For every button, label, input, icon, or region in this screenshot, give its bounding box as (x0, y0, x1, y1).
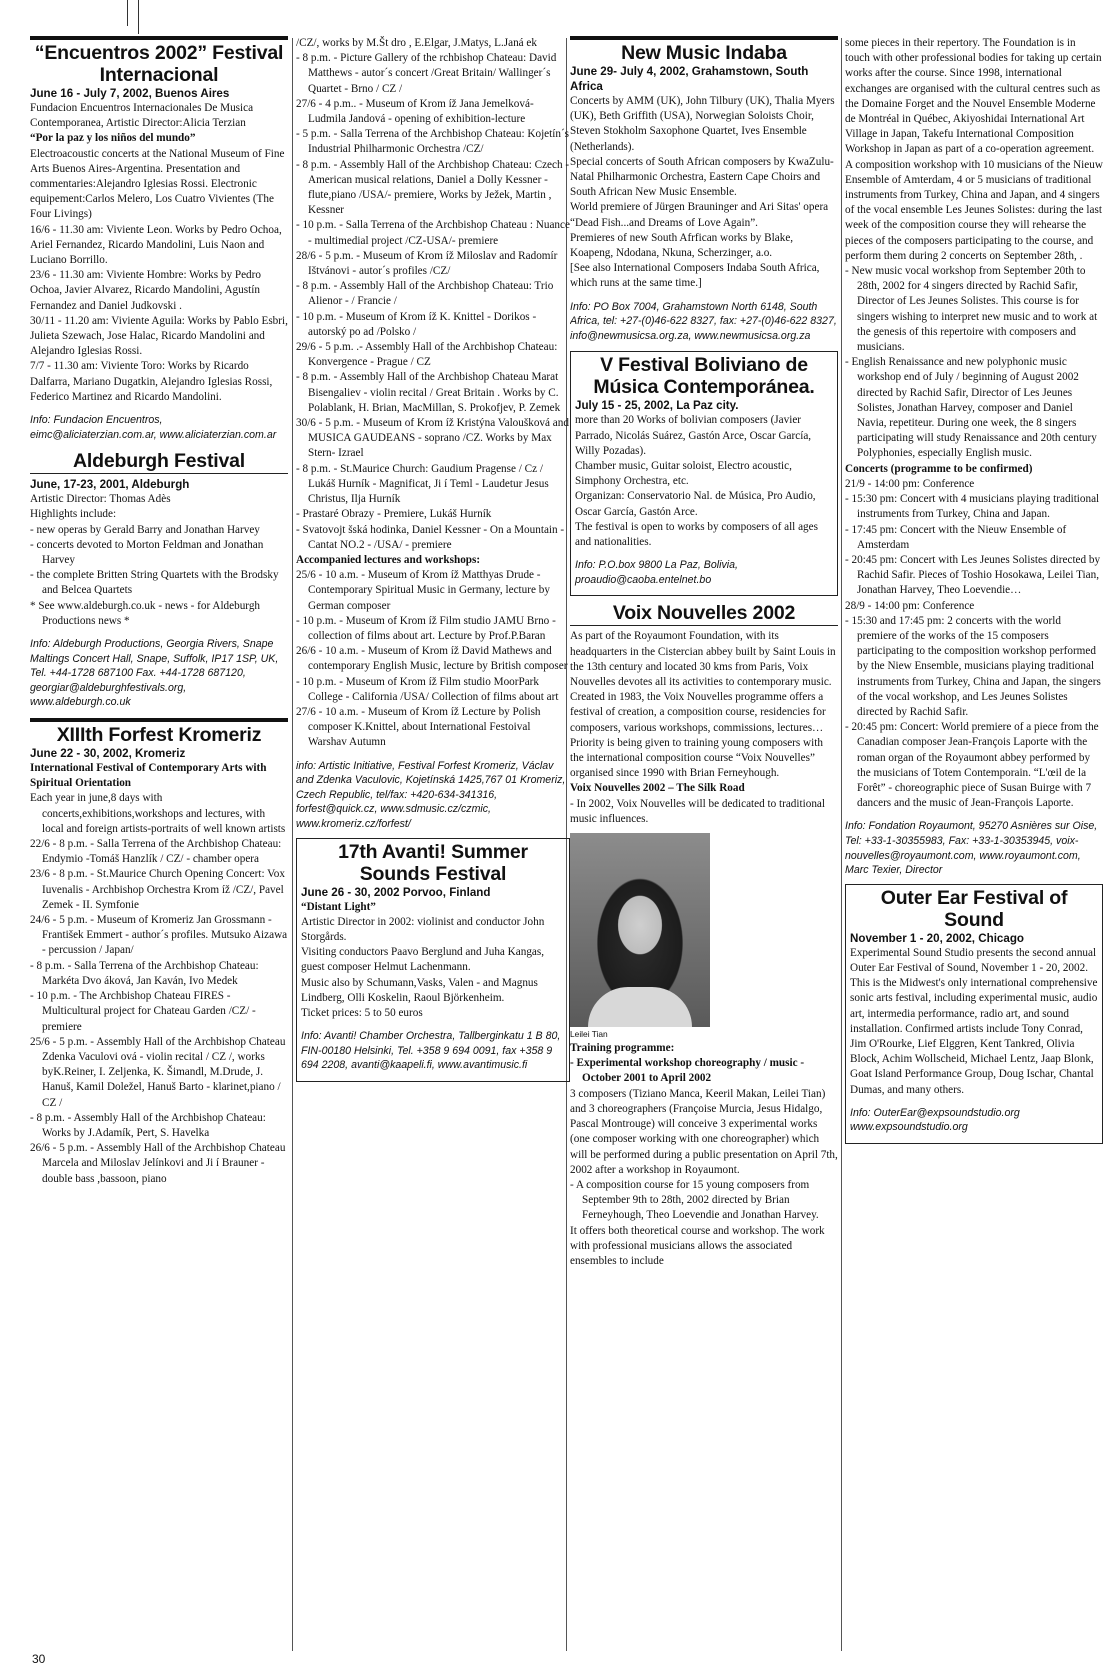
section-body (30, 492, 288, 629)
list-item: - 15:30 and 17:45 pm: 2 concerts with the world premiere of the works of the 15 composers participating to the composition workshop performed by the Niew Ensemble, musicians playing traditional instruments from Turkey, China and Japan, the singers of the vocal workshop, and Les Jeunes Solistes directed by Rachid Safir. (845, 614, 1101, 718)
list-item: * See www.aldeburgh.co.uk - news - for Aldeburgh Productions news * (30, 599, 261, 627)
list-item: - concerts devoted to Morton Feldman and Jonathan Harvey (30, 538, 264, 567)
list-item: - 15:30 pm: Concert with 4 musicians playing traditional instruments from Turkey, China and Japan. (845, 493, 1100, 521)
paragraph: Music also by Schumann,Vasks, Valen - and Magnus Lindberg, Olli Koskelin, Raoul Björkenheim. (301, 976, 538, 1004)
section-info: Info: Aldeburgh Productions, Georgia Rivers, Snape Maltings Concert Hall, Snape, Suffolk, IP17 1SP, UK, Tel. +44-1728 687100 Fax. +44-1728 687120, georgiar@aldeburghfestivals.org, www.aldeburgh.co.uk (30, 638, 279, 709)
list-item: - New music vocal workshop from September 20th to 28th, 2002 for 4 singers directed by Rachid Safir, Director of Les Jeunes Solistes. This course is for singers wishing to interpret new music and to work at the genesis of this repertoire with composers and musicians. (845, 265, 1098, 354)
voix-section (570, 602, 838, 1269)
section-body (30, 101, 288, 405)
section-body: - In 2002, Voix Nouvelles will be dedicated to traditional music influences. (570, 797, 825, 825)
column-rule (292, 38, 293, 1651)
list-item: - 8 p.m. - Assembly Hall of the Archbishop Chateau: Trio Alienor - / Francie / (296, 280, 554, 308)
column-rule (841, 38, 842, 1651)
voix-continued (845, 36, 1103, 811)
section-dates: June 29- July 4, 2002, Grahamstown, South Africa (570, 65, 809, 93)
list-item: - English Renaissance and new polyphonic music workshop end of July / beginning of August 2002 directed by Rachid Safir, Director of Les Jeunes Solistes, Jonathan Harvey, composer and Daniel Navia, repetiteur. During one week, the 8 singers participating will study Renaissance and 20th century Polyphonies, especially English music. (845, 356, 1097, 460)
photo-detail (588, 987, 692, 1027)
list-item: - Experimental workshop choreography / music - October 2001 to April 2002 (570, 1057, 805, 1085)
list-item: - 10 p.m. - Museum of Krom íž K. Knittel - Dorikos - autorský po ad /Polsko / (296, 310, 537, 338)
list-item: 27/6 - 4 p.m.. - Museum of Krom íž Jana Jemelková-Ludmila Jandová - opening of exhibition-lecture (296, 97, 534, 126)
forfest-info: info: Artistic Initiative, Festival Forfest Kromeriz, Václav and Zdenka Vaculovic, Kojetínská 1425,767 01 Kromeriz, Czech Republic, tel/fax: +420-634-341316, forfest@quick.cz, www.sdmusic.cz/czmic, www.kromeriz.cz/forfest/ (296, 759, 566, 830)
scan-mark (127, 0, 128, 26)
outer-ear-section (845, 884, 1103, 1144)
section-title: XIIIth Forfest Kromeriz (56, 724, 262, 747)
column-2 (296, 36, 570, 1082)
section-dates: July 15 - 25, 2002, La Paz city. (575, 399, 739, 413)
section-title: V Festival Boliviano de Música Contemporánea. (593, 354, 815, 399)
voix-info: Info: Fondation Royaumont, 95270 Asnières sur Oise, Tel: +33-1-30355983, Fax: +33-1-30353945, voix-nouvelles@royaumont.com, www.royaumont.com, Marc Texier, Director (845, 820, 1098, 877)
section-dates: June 22 - 30, 2002, Kromeriz (30, 747, 186, 761)
boliviano-section (570, 351, 838, 596)
list-item: 28/9 - 14:00 pm: Conference (845, 599, 975, 612)
paragraph: 3 composers (Tiziano Manca, Keeril Makan, Leilei Tian) and 3 choreographers (Françoise Murcia, Jesus Hidalgo, Pascal Montrouge) will conceive 3 experimental works (one composer working with one choreographer) which will be performed during a public presentation on April 7th, 2002 after a workshop in Royaumont. (570, 1087, 838, 1176)
paragraph: A composition workshop with 10 musicians of the Nieuw Ensemble of Amterdam, 4 or 5 musicians of traditional instruments from Turkey, China and Japan, and 4 singers of the vocal ensemble Les Jeunes Solistes: during the last week of the composition course they will rehearse the pieces of the composers participating to the course, and perform them during 2 concerts on September 28th, . (845, 158, 1103, 262)
list-item: - Prastaré Obrazy - Premiere, Lukáš Hurník (296, 508, 492, 521)
list-item: - 10 p.m. - The Archbishop Chateau FIRES - Multicultural project for Chateau Garden /CZ/ - premiere (30, 990, 256, 1033)
list-item: 28/6 - 5 p.m. - Museum of Krom íž Miloslav and Radomír Ištvánovi - autor´s profiles /CZ/ (296, 249, 558, 278)
list-item: - 10 p.m. - Museum of Krom íž Film studio MoorPark College - California /USA/ Collection of films about art (296, 675, 559, 703)
list-item: - 10 p.m. - Museum of Krom íž Film studio JAMU Brno - collection of films about art. Lecture by Prof.P.Baran (296, 614, 556, 642)
section-body: As part of the Royaumont Foundation, with its headquarters in the Cistercian abbey built by Saint Louis in the 13th century and located 30 kms from Paris, Voix Nouvelles devotes all its activities to contemporary music. Created in 1983, the Voix Nouvelles programme offers a festival of creation, a composition course, residencies for composers, various workshops, commissions, lectures… Priority is being given to training young composers with the international composition course “Voix Nouvelles” organised since 1990 with Brian Ferneyhough. (570, 630, 836, 780)
avanti-section (296, 838, 570, 1082)
paragraph: [See also International Composers Indaba South Africa, which runs at the same time.] (570, 262, 820, 290)
list-item: - 8 p.m. - Assembly Hall of the Archbishop Chateau: Works by J.Adamík, Pert, S. Havelka (30, 1111, 266, 1139)
list-item: - 20:45 pm: Concert: World premiere of a piece from the Canadian composer Jean-François Laporte with the roman organ of the Royaumont abbey performed by the musicians of Totem Contemporain. “L'œil de la Forêt” - choreographic piece of Susan Buirge with 7 dancers and the music of Jean-François Laporte. (845, 721, 1099, 810)
section-info: Info: Avanti! Chamber Orchestra, Tallberginkatu 1 B 80, FIN-00180 Helsinki, Tel. +358 9 694 0091, fax +358 9 694 2208, avanti@kaapeli.fi, www.avantimusic.fi (301, 1030, 561, 1072)
paragraph: “Por la paz y los niños del mundo” (30, 132, 196, 145)
section-title: Voix Nouvelles 2002 (570, 602, 838, 626)
paragraph: 16/6 - 11.30 am: Viviente Leon. Works by Pedro Ochoa, Ariel Fernandez, Ricardo Mandolini, Luis Naon and Luciano Borrillo. (30, 223, 282, 267)
section-title: Aldeburgh Festival (30, 450, 288, 474)
indaba-section (570, 36, 838, 343)
page-number: 30 (32, 1652, 46, 1666)
paragraph: Artistic Director in 2002: violinist and conductor John Storgårds. (301, 915, 545, 943)
section-bar (30, 36, 288, 40)
list-item: - the complete Britten String Quartets with the Brodsky and Belcea Quartets (30, 569, 279, 597)
list-item: - 8 p.m. - Salla Terrena of the Archbishop Chateau: Markéta Dvo áková, Jan Kaván, Ivo Medek (30, 959, 259, 987)
section-subtitle: Voix Nouvelles 2002 – The Silk Road (570, 782, 745, 795)
section-title: Outer Ear Festival of Sound (880, 886, 1068, 931)
list-item: 30/6 - 5 p.m. - Museum of Krom íž Kristýna Valoušková and MUSICA GAUDEANS - soprano /CZ. Works by Max Stern- Izrael (296, 417, 569, 460)
section-body: Experimental Sound Studio presents the second annual Outer Ear Festival of Sound, November 1 - 20, 2002. This is the Midwest's only international comprehensive sonic arts festival, including experimental music, audio art, intermedia performance, radio art, and sound installation. Confirmed artists include Tony Conrad, Jim O'Rourke, Lief Elggren, Kent Tankred, Olivia Block, Achim Wollscheid, Michael Lentz, Jaap Blonk, Goat Island Performance Group, Doug Ischar, Chantal Dumas, and many others. (850, 946, 1098, 1096)
section-bar (30, 718, 288, 722)
list-item: - A composition course for 15 young composers from September 9th to 28th, 2002 directed by Brian Ferneyhough, Theo Loevendie and Jonathan Harvey. (570, 1178, 819, 1222)
photo-caption: Leilei Tian (570, 1029, 608, 1040)
list-item: - 20:45 pm: Concert with Les Jeunes Solistes directed by Rachid Safir. Pieces of Toshio Hosokawa, Leilei Tian, Jonathan Harvey, Theo Loevendie… (845, 553, 1101, 597)
section-subtitle: “Distant Light” (301, 900, 376, 913)
list-item: 21/9 - 14:00 pm: Conference (845, 477, 975, 490)
paragraph: 23/6 - 11.30 am: Viviente Hombre: Works by Pedro Ochoa, Javier Alvarez, Ricardo Mandolini, Agustín Fernandez and Daniel Judkovski . (30, 269, 261, 312)
list-item: - 17:45 pm: Concert with the Nieuw Ensemble of Amsterdam (845, 523, 1067, 551)
paragraph: more than 20 Works of bolivian composers (Javier Parrado, Nicolás Suárez, Gastón Arce, Oscar García, Willy Pozadas). (575, 414, 812, 457)
list-item: 29/6 - 5 p.m. .- Assembly Hall of the Archbishop Chateau: Konvergence - Prague / CZ (296, 341, 558, 369)
list-item: 25/6 - 10 a.m. - Museum of Krom íž Matthyas Drude - Contemporary Spiritual Music in Germany, lecture by German composer (296, 569, 550, 612)
section-info: Info: P.O.box 9800 La Paz, Bolivia, proaudio@caoba.entelnet.bo (575, 559, 738, 586)
section-title: “Encuentros 2002” Festival Internacional (34, 42, 284, 86)
section-dates: June 26 - 30, 2002 Porvoo, Finland (301, 885, 491, 899)
encuentros-section (30, 36, 288, 442)
paragraph: Ticket prices: 5 to 50 euros (301, 1006, 423, 1019)
section-dates: June 16 - July 7, 2002, Buenos Aires (30, 87, 230, 100)
section-title: New Music Indaba (621, 42, 787, 64)
section-info: Info: PO Box 7004, Grahamstown North 6148, South Africa, tel: +27-(0)46-622 8327, fax: +27-(0)46-622 8327, info@newmusicsa.org.za, www.newmusicsa.org.za (570, 300, 837, 342)
section-body (570, 94, 838, 292)
list-item: /CZ/, works by M.Št dro , E.Elgar, J.Matys, L.Janá ek (296, 37, 537, 49)
lectures-title: Accompanied lectures and workshops: (296, 553, 481, 566)
list-item: - 5 p.m. - Salla Terrena of the Archbishop Chateau: Kojetín´s Industrial Philharmonic Orchestra /CZ/ (296, 128, 570, 156)
section-info: Info: Fundacion Encuentros, eimc@aliciaterzian.com.ar, www.aliciaterzian.com.ar (30, 414, 277, 441)
concerts-title: Concerts (programme to be confirmed) (845, 462, 1033, 475)
list-item: - 8 p.m. - St.Maurice Church: Gaudium Pragense / Cz / Lukáš Hurník - Magnificat, Ji í Teml - Laudetur Jesus Christus, Ilja Hurník (296, 462, 549, 506)
list-item: - 8 p.m. - Picture Gallery of the rchbishop Chateau: David Matthews - autor´s concert /Great Britain/ Wallinger´s Quartet - Brno / CZ / (296, 52, 557, 95)
list-item: 24/6 - 5 p.m. - Museum of Kromeriz Jan Grossmann - František Emmert - author´s profiles. Mutsuko Aizawa - percussion / Japan/ (30, 914, 288, 957)
paragraph: World premiere of Jürgen Brauninger and Ari Sitas' opera “Dead Fish...and Dreams of Love Again”. (570, 201, 829, 229)
column-1 (30, 36, 288, 1195)
paragraph: Fundacion Encuentros Internacionales De Musica Contemporanea, Artistic Director:Alicia Terzian (30, 102, 254, 130)
list-item: 25/6 - 5 p.m. - Assembly Hall of the Archbishop Chateau Zdenka Vaculovi ová - violin recital / CZ /, works byK.Reiner, I. Zeljenka, K. Šimandl, M.Drude, J. Hanuš, Kamil Doležel, Hanuš Barto - klarinet,piano / CZ / (30, 1035, 286, 1109)
list-item: - 10 p.m. - Salla Terrena of the Archbishop Chateau : Nuance - multimedial project /CZ-USA/- premiere (296, 219, 570, 247)
section-dates: June, 17-23, 2001, Aldeburgh (30, 478, 190, 492)
paragraph: some pieces in their repertory. The Foundation is in touch with other professional bodies for taking up certain works after the course. Since 1998, international exchanges are organised with the cultural centres such as the Domaine Forget and the Nouvel Ensemble Moderne de Montréal in Québec, Akiyoshidai International Art Village in Japan, Takefu International Composition Workshop in Japan as part of a co-operation agreement. (845, 37, 1102, 156)
paragraph: 7/7 - 11.30 am: Viviente Toro: Works by Ricardo Dalfarra, Mariano Dugatkin, Alejandro Iglesias Rossi, Federico Martinez and Ricardo Mandolini. (30, 360, 273, 403)
list-item: 22/6 - 8 p.m. - Salla Terrena of the Archbishop Chateau: Endymio -Tomáš Hanzlík / CZ/ - chamber opera (30, 838, 282, 866)
section-body (30, 791, 288, 1186)
list-item: - 8 p.m. - Assembly Hall of the Archbishop Chateau: Czech - American musical relations, Daniel a Dolly Kessner - flute,piano /USA/- premiere, Works by Ježek, Martin , Kessner (296, 158, 570, 217)
paragraph: 30/11 - 11.20 am: Viviente Aguila: Works by Pablo Esbri, Julieta Szewach, Jose Halac, Ricardo Mandolini and Alejandro Iglesias Rossi. (30, 314, 288, 358)
column-3 (570, 36, 838, 1277)
paragraph: Chamber music, Guitar soloist, Electro acoustic, Simphony Orchestra, etc. (575, 460, 792, 488)
scan-mark (138, 0, 139, 34)
paragraph: Artistic Director: Thomas Adès (30, 493, 171, 506)
section-info: Info: OuterEar@expsoundstudio.org www.expsoundstudio.org (850, 1106, 1020, 1134)
paragraph: Electroacoustic concerts at the National Museum of Fine Arts Buenos Aires-Argentina. Presentation and commentaries:Alejandro Iglesias Rossi. Electronic equipement:Carlos Melero, Los Cuatro Vivientes (The Four Livings) (30, 147, 285, 221)
paragraph: Premieres of new South Afrfican works by Blake, Koapeng, Ndodana, Nkuna, Scherzinger, a.o. (570, 231, 794, 260)
training-title: Training programme: (570, 1042, 675, 1055)
section-subtitle: International Festival of Contemporary Arts with Spiritual Orientation (30, 762, 267, 790)
list-item: - 8 p.m. - Assembly Hall of the Archbishop Chateau Marat Bisengaliev - violin recital / Great Britain . Works by C. Polablank, H. Brian, MacMillan, S. Prokofjev, P. Zemek (296, 371, 561, 414)
column-4 (845, 36, 1103, 1144)
section-body (575, 413, 833, 550)
list-item: 27/6 - 10 a.m. - Museum of Krom íž Lecture by Polish composer K.Knittel, about International Festoival Warshav Autumn (296, 705, 541, 749)
forfest-continued (296, 36, 570, 751)
paragraph: Organizan: Conservatorio Nal. de Música, Pro Audio, Oscar García, Gastón Arce. (575, 490, 816, 518)
list-item: 23/6 - 8 p.m. - St.Maurice Church Opening Concert: Vox Iuvenalis - Archbishop Orchestra Krom íž /CZ/, Pavel Zemek - II. Symfonie (30, 868, 285, 911)
aldeburgh-section (30, 450, 288, 710)
list-item: 26/6 - 10 a.m. - Museum of Krom íž David Mathews and contemporary English Music, lecture by British composer (296, 645, 568, 673)
paragraph: Special concerts of South African composers by KwaZulu-Natal Philharmonic Orchestra, Eastern Cape Choirs and South African New Music Ensemble. (570, 155, 834, 199)
paragraph: Each year in june,8 days with concerts,exhibitions,workshops and lectures, with local and foreign artists-portraits of well known artists (30, 792, 286, 835)
section-title: 17th Avanti! Summer Sounds Festival (338, 840, 528, 885)
section-bar (570, 36, 838, 40)
training-body (570, 1056, 838, 1269)
paragraph: Visiting conductors Paavo Berglund and Juha Kangas, guest composer Helmut Lachenmann. (301, 946, 545, 974)
paragraph: Concerts by AMM (UK), John Tilbury (UK), Thalia Myers (UK), Beth Griffith (USA), Norwegian Soloists Choir, Steven Stokholm Saxophone Quartet, Ives Ensemble (Netherlands). (570, 95, 835, 153)
list-item: - Svatovojt šská hodinka, Daniel Kessner - On a Mountain - Cantat NO.2 - /USA/ - premiere (296, 523, 565, 551)
list-item: - new operas by Gerald Barry and Jonathan Harvey (30, 523, 260, 536)
section-dates: November 1 - 20, 2002, Chicago (850, 931, 1024, 945)
paragraph: Highlights include: (30, 508, 117, 521)
portrait-photo (570, 833, 710, 1027)
forfest-section (30, 718, 288, 1187)
section-body (301, 915, 565, 1021)
list-item: 26/6 - 5 p.m. - Assembly Hall of the Archbishop Chateau Marcela and Miloslav Jelínkovi and Ji í Brauner - double bass ,bassoon, piano (30, 1142, 286, 1185)
paragraph: It offers both theoretical course and workshop. The work with professional musicians allows the associated ensembles to include (570, 1224, 825, 1267)
paragraph: The festival is open to works by composers of all ages and nationalities. (575, 520, 818, 549)
